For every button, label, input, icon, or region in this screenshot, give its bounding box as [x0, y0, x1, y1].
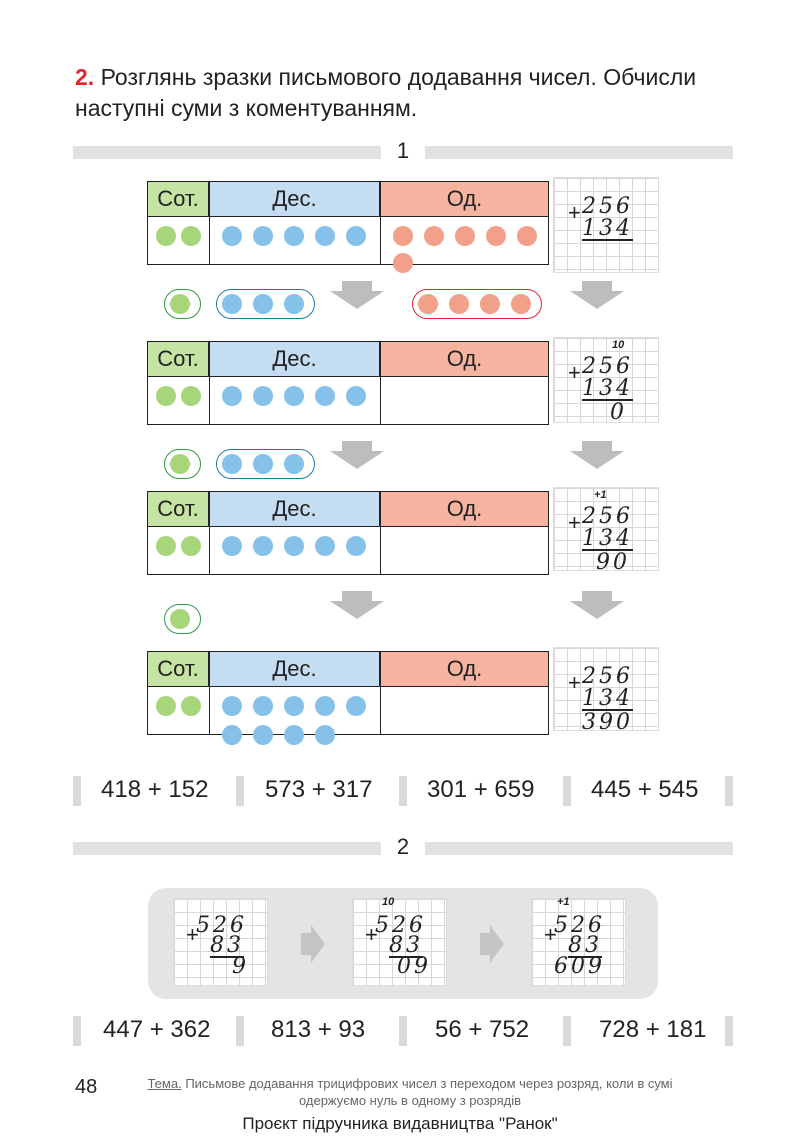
column-divider — [209, 181, 210, 265]
down-arrow-icon — [330, 291, 384, 309]
right-arrow-icon — [490, 925, 504, 963]
divider-bar — [725, 776, 733, 806]
ten-dot — [315, 536, 335, 556]
hundreds-header: Сот. — [147, 181, 209, 217]
section-2-number: 2 — [396, 834, 410, 859]
ten-dot — [253, 386, 273, 406]
right-arrow-icon — [480, 933, 490, 955]
right-arrow-icon — [301, 933, 311, 955]
plus-sign: + — [544, 922, 557, 947]
sum-result: 0 — [610, 400, 627, 425]
task-text — [75, 62, 745, 124]
ten-dot — [346, 386, 366, 406]
divider-bar — [563, 1016, 571, 1046]
addend-top: 526 — [554, 913, 605, 938]
hundred-dot — [181, 536, 201, 556]
grouped-dot — [253, 294, 273, 314]
hundreds-header: Сот. — [147, 651, 209, 687]
divider-bar — [399, 1016, 407, 1046]
ones-header: Од. — [380, 341, 549, 377]
exercise-row-1 — [73, 774, 733, 808]
grouped-dot — [284, 294, 304, 314]
ten-dot — [253, 725, 273, 745]
down-arrow-icon — [582, 591, 612, 601]
grouped-dot — [222, 294, 242, 314]
one-dot — [393, 226, 413, 246]
section-1-number: 1 — [396, 138, 410, 163]
plus-sign: + — [568, 510, 581, 535]
topic-label: Тема. — [147, 1076, 182, 1091]
addend-bottom: 83 — [210, 933, 244, 958]
column-divider — [380, 491, 381, 575]
ten-dot — [253, 226, 273, 246]
grouped-dot — [418, 294, 438, 314]
down-arrow-icon — [570, 451, 624, 469]
carry-mark: 10 — [382, 896, 395, 908]
down-arrow-icon — [570, 601, 624, 619]
divider-bar — [236, 1016, 244, 1046]
divider-bar — [236, 776, 244, 806]
grouped-dot — [170, 294, 190, 314]
grouped-dot — [170, 609, 190, 629]
ten-dot — [222, 696, 242, 716]
section-divider — [425, 146, 733, 159]
sum-result: 609 — [554, 954, 605, 979]
section-divider — [73, 146, 381, 159]
column-divider — [380, 341, 381, 425]
addend-bottom: 134 — [582, 686, 633, 711]
addend-top: 256 — [582, 354, 633, 379]
one-dot — [486, 226, 506, 246]
tens-header: Дес. — [209, 491, 380, 527]
sum-result: 90 — [596, 550, 630, 575]
ten-dot — [284, 226, 304, 246]
exercise: 813 + 93 — [271, 1016, 366, 1043]
ten-dot — [284, 696, 304, 716]
plus-sign: + — [568, 200, 581, 225]
one-dot — [517, 226, 537, 246]
ten-dot — [315, 725, 335, 745]
exercise: 56 + 752 — [435, 1016, 530, 1043]
page-number: 48 — [75, 1076, 98, 1098]
footer-topic — [120, 1075, 700, 1109]
task-number: 2. — [75, 64, 95, 90]
section-divider — [425, 842, 733, 855]
exercise: 728 + 181 — [599, 1016, 707, 1043]
hundred-dot — [181, 226, 201, 246]
divider-bar — [399, 776, 407, 806]
down-arrow-icon — [582, 281, 612, 291]
grouped-dot — [449, 294, 469, 314]
ten-dot — [253, 536, 273, 556]
grouped-dot — [284, 454, 304, 474]
exercise: 301 + 659 — [427, 776, 535, 803]
hundred-dot — [156, 386, 176, 406]
exercise: 445 + 545 — [591, 776, 699, 803]
one-dot — [455, 226, 475, 246]
ones-header: Од. — [380, 491, 549, 527]
ten-dot — [346, 226, 366, 246]
hundred-dot — [156, 696, 176, 716]
addend-top: 256 — [582, 194, 633, 219]
down-arrow-icon — [342, 441, 372, 451]
divider-bar — [73, 1016, 81, 1046]
grouped-dot — [480, 294, 500, 314]
divider-bar — [563, 776, 571, 806]
one-dot — [424, 226, 444, 246]
topic-text: Письмове додавання трицифрових чисел з переходом через розряд, коли в сумі одержуємо нуль в одному з розрядів — [185, 1076, 673, 1108]
tens-header: Дес. — [209, 181, 380, 217]
hundred-dot — [181, 386, 201, 406]
tens-header: Дес. — [209, 651, 380, 687]
ten-dot — [315, 226, 335, 246]
hundreds-header: Сот. — [147, 341, 209, 377]
ten-dot — [222, 536, 242, 556]
column-divider — [209, 341, 210, 425]
carry-mark: 10 — [612, 339, 625, 351]
carry-mark: +1 — [557, 896, 570, 908]
ones-header: Од. — [380, 181, 549, 217]
divider-bar — [725, 1016, 733, 1046]
exercise: 447 + 362 — [103, 1016, 211, 1043]
grouped-dot — [170, 454, 190, 474]
sum-result: 390 — [582, 710, 633, 735]
hundred-dot — [181, 696, 201, 716]
sum-result: 9 — [232, 954, 249, 979]
down-arrow-icon — [330, 451, 384, 469]
task-description: Розглянь зразки письмового додавання чисел. Обчисли наступні суми з коментуванням. — [75, 64, 697, 121]
addend-top: 256 — [582, 664, 633, 689]
ten-dot — [315, 386, 335, 406]
down-arrow-icon — [570, 291, 624, 309]
ones-header: Од. — [380, 651, 549, 687]
ten-dot — [284, 536, 304, 556]
addend-bottom: 134 — [582, 216, 633, 241]
ten-dot — [346, 536, 366, 556]
publisher: Проєкт підручника видавництва "Ранок" — [242, 1114, 558, 1133]
exercise: 573 + 317 — [265, 776, 373, 803]
ten-dot — [222, 226, 242, 246]
column-divider — [209, 651, 210, 735]
hundred-dot — [156, 226, 176, 246]
column-divider — [209, 491, 210, 575]
hundred-dot — [156, 536, 176, 556]
plus-sign: + — [568, 360, 581, 385]
one-dot — [393, 253, 413, 273]
ten-dot — [284, 725, 304, 745]
grouped-dot — [253, 454, 273, 474]
addend-top: 526 — [196, 913, 247, 938]
addend-top: 526 — [375, 913, 426, 938]
hundreds-header: Сот. — [147, 491, 209, 527]
ten-dot — [315, 696, 335, 716]
down-arrow-icon — [330, 601, 384, 619]
down-arrow-icon — [582, 441, 612, 451]
right-arrow-icon — [311, 925, 325, 963]
plus-sign: + — [186, 922, 199, 947]
ten-dot — [284, 386, 304, 406]
grouped-dot — [222, 454, 242, 474]
tens-header: Дес. — [209, 341, 380, 377]
column-divider — [380, 181, 381, 265]
addend-bottom: 134 — [582, 526, 633, 551]
section-divider — [73, 842, 381, 855]
grouped-dot — [511, 294, 531, 314]
exercise: 418 + 152 — [101, 776, 209, 803]
addend-bottom: 134 — [582, 376, 633, 401]
down-arrow-icon — [342, 281, 372, 291]
ten-dot — [222, 725, 242, 745]
plus-sign: + — [568, 670, 581, 695]
ten-dot — [222, 386, 242, 406]
column-divider — [380, 651, 381, 735]
sum-result: 09 — [397, 954, 431, 979]
ten-dot — [253, 696, 273, 716]
divider-bar — [73, 776, 81, 806]
carry-mark: +1 — [594, 489, 607, 501]
exercise-row-2 — [73, 1014, 733, 1048]
plus-sign: + — [365, 922, 378, 947]
ten-dot — [346, 696, 366, 716]
addend-bottom: 83 — [389, 933, 423, 958]
down-arrow-icon — [342, 591, 372, 601]
addend-top: 256 — [582, 504, 633, 529]
addend-bottom: 83 — [568, 933, 602, 958]
